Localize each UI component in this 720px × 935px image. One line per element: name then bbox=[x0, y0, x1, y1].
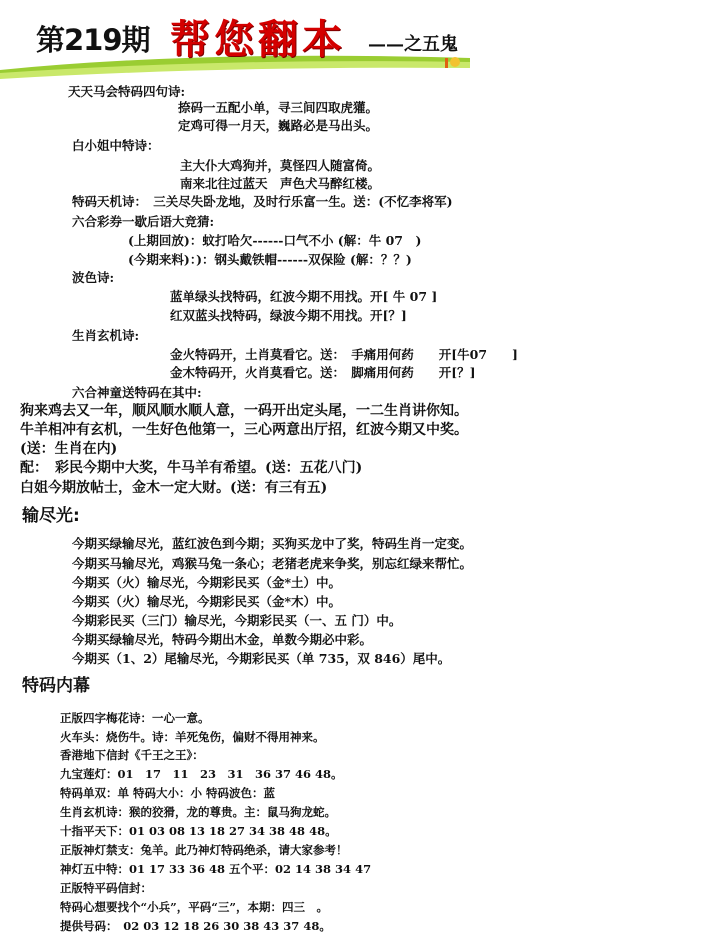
text-line: 天天马会特码四句诗: bbox=[68, 84, 186, 99]
text-line: 今期买绿输尽光，特码今期出木金，单数今期必中彩。 bbox=[72, 632, 373, 647]
text-line: 今期买（火）输尽光，今期彩民买（金*土）中。 bbox=[72, 575, 342, 590]
issue-number: 第219期 bbox=[36, 23, 150, 57]
text-line: 生肖玄机诗：猴的狡猾，龙的尊贵。主：鼠马狗龙蛇。 bbox=[60, 805, 336, 819]
text-line: (今期来料)：)：钢头戴铁帽------双保险 (解：？？) bbox=[128, 252, 412, 267]
text-line: 金木特码开，火肖莫看它。送： 脚痛用何药 开[？] bbox=[170, 365, 476, 380]
text-line: 定鸡可得一月天，巍路必是马出头。 bbox=[178, 118, 379, 133]
text-line: 蓝单绿头找特码，红波今期不用找。开[ 牛 07 ] bbox=[170, 289, 438, 304]
page-header bbox=[0, 0, 720, 80]
page-title: 帮您翻本 bbox=[170, 17, 346, 63]
text-line: 红双蓝头找特码，绿波今期不用找。开[？] bbox=[170, 308, 407, 323]
text-line: 十指平天下：01 03 08 13 18 27 34 38 48 48。 bbox=[60, 824, 337, 838]
text-line: 六合神童送特码在其中: bbox=[72, 385, 202, 400]
text-line: 今期彩民买（三门）输尽光，今期彩民买（一、五 门）中。 bbox=[72, 613, 402, 628]
text-line: 正版特平码信封： bbox=[60, 881, 152, 895]
text-line: 配： 彩民今期中大奖，牛马羊有希望。(送：五花八门) bbox=[20, 460, 363, 476]
text-line: 提供号码： 02 03 12 18 26 30 38 43 37 48。 bbox=[60, 919, 331, 933]
text-line: 捺码一五配小单，寻三间四取虎獾。 bbox=[178, 100, 379, 115]
text-line: 六合彩券一歇后语大竞猜: bbox=[72, 214, 215, 229]
text-line: 牛羊相冲有玄机，一生好色他第一，三心两意出厅招，红波今期又中奖。 bbox=[20, 422, 468, 438]
sun-dot-icon bbox=[450, 57, 460, 67]
text-line: 今期买马输尽光，鸡猴马兔一条心；老猪老虎来争奖，别忘红绿来帮忙。 bbox=[72, 556, 473, 571]
text-line: 今期买绿输尽光，蓝红波色到今期；买狗买龙中了奖，特码生肖一定变。 bbox=[72, 536, 473, 551]
text-line: 特码天机诗： 三关尽失卧龙地，及时行乐富一生。送：(不忆李将军) bbox=[72, 194, 453, 209]
text-line: 特码单双：单 特码大小：小 特码波色：蓝 bbox=[60, 786, 276, 800]
text-line: 金火特码开，土肖莫看它。送： 手痛用何药 开[牛07 ] bbox=[170, 347, 518, 362]
text-line: 九宝莲灯：01 17 11 23 31 36 37 46 48。 bbox=[60, 767, 343, 781]
text-line: 火车头：烧伤牛。诗：羊死兔伤，偏财不得用神来。 bbox=[60, 730, 325, 744]
text-line: (上期回放)：蚊打哈欠------口气不小 (解：牛 07 ) bbox=[128, 233, 422, 248]
text-line: 狗来鸡去又一年，顺风顺水顺人意，一码开出定头尾，一二生肖讲你知。 bbox=[20, 403, 468, 419]
text-line: 正版四字梅花诗：一心一意。 bbox=[60, 711, 210, 725]
text-line: 神灯五中特：01 17 33 36 48 五个平：02 14 38 34 47 bbox=[60, 862, 372, 876]
text-line: 今期买（1、2）尾输尽光，今期彩民买（单 735，双 846）尾中。 bbox=[72, 651, 451, 666]
text-line: 生肖玄机诗: bbox=[72, 328, 140, 343]
section-heading: 输尽光: bbox=[22, 506, 80, 526]
text-line: (送：生肖在内) bbox=[20, 441, 118, 457]
text-line: 今期买（火）输尽光，今期彩民买（金*木）中。 bbox=[72, 594, 342, 609]
text-line: 白姐今期放帖士，金木一定大财。(送：有三有五) bbox=[20, 480, 328, 496]
text-line: 正版神灯禁支：兔羊。此乃神灯特码绝杀，请大家参考！ bbox=[60, 843, 348, 857]
text-line: 主大仆大鸡狗并，莫怪四人随富倚。 bbox=[180, 158, 381, 173]
text-line: 香港地下信封《千王之王》： bbox=[60, 748, 204, 762]
section-heading: 特码内幕 bbox=[22, 676, 90, 696]
text-line: 白小姐中特诗： bbox=[72, 138, 160, 153]
text-line: 波色诗: bbox=[72, 270, 115, 285]
page-subtitle: ——之五鬼 bbox=[368, 34, 458, 55]
text-line: 南来北往过蓝天 声色犬马醉红楼。 bbox=[180, 176, 381, 191]
text-line: 特码心想要找个“小兵”，平码“三”，本期：四三 。 bbox=[60, 900, 328, 914]
